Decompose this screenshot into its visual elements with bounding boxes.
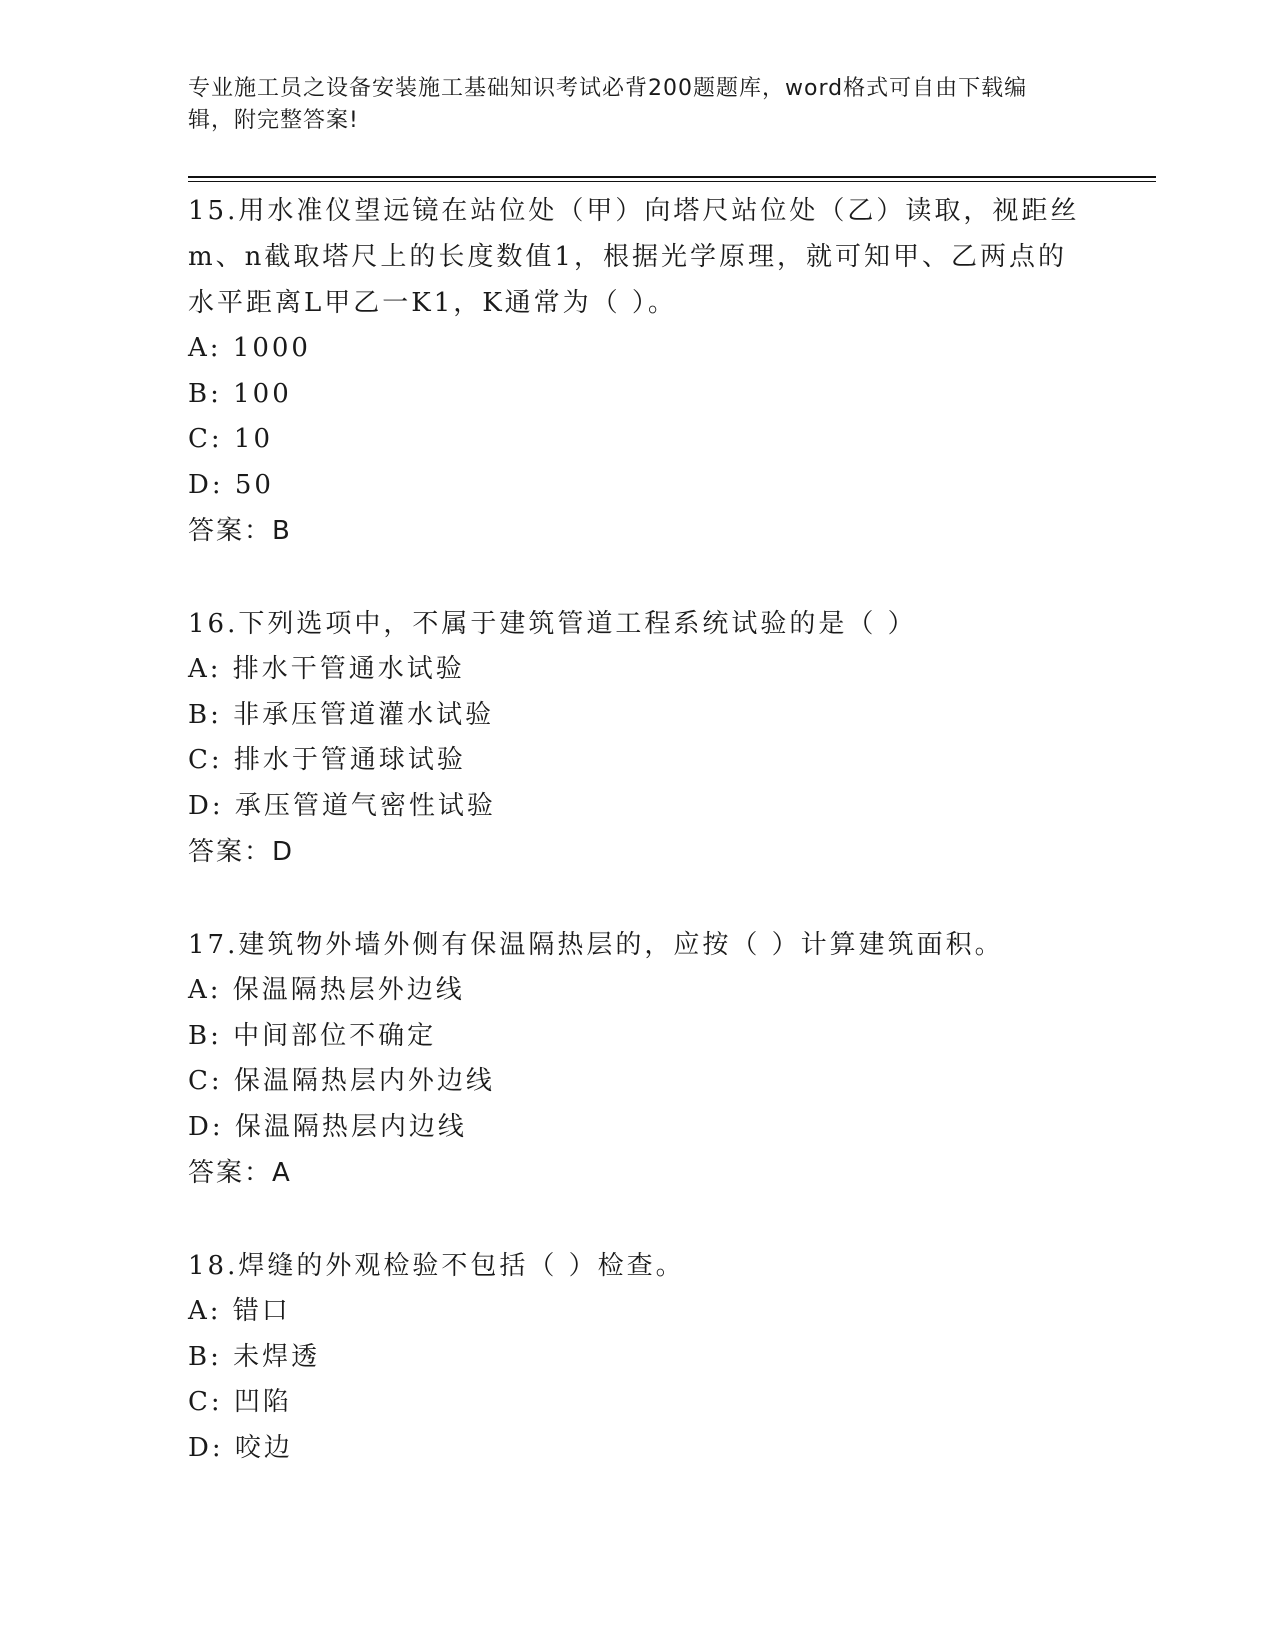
option-b: B: 非承压管道灌水试验 (188, 699, 495, 730)
document-header: 专业施工员之设备安装施工基础知识考试必背200题题库，word格式可自由下载编辑，附完整答案! (188, 76, 1028, 133)
option-d: D: 保温隔热层内边线 (188, 1111, 467, 1142)
answer-line: 答案：B (188, 516, 292, 546)
option-c: C: 凹陷 (188, 1387, 292, 1417)
option-c: C: 10 (188, 424, 274, 454)
question-15 (188, 188, 1088, 554)
question-18 (188, 1243, 1088, 1471)
question-16 (188, 601, 1088, 875)
question-17 (188, 922, 1088, 1196)
question-stem: 17.建筑物外墙外侧有保温隔热层的，应按（ ）计算建筑面积。 (188, 930, 1004, 960)
option-d: D: 咬边 (188, 1432, 293, 1463)
question-stem: 18.焊缝的外观检验不包括（ ）检查。 (188, 1251, 685, 1281)
question-stem: 16.下列选项中，不属于建筑管道工程系统试验的是（ ） (188, 609, 917, 639)
option-d: D: 50 (188, 469, 274, 500)
option-b: B: 未焊透 (188, 1341, 321, 1372)
header-divider-thin (188, 181, 1156, 182)
option-a: A: 错口 (188, 1296, 291, 1326)
option-c: C: 保温隔热层内外边线 (188, 1066, 495, 1096)
option-b: B: 100 (188, 378, 292, 409)
question-stem: 15.用水准仪望远镜在站位处（甲）向塔尺站位处（乙）读取，视距丝m、n截取塔尺上的长度数值1，根据光学原理，就可知甲、乙两点的水平距离L甲乙一K1，K通常为（ ）。 (188, 196, 1080, 318)
option-d: D: 承压管道气密性试验 (188, 790, 496, 821)
option-b: B: 中间部位不确定 (188, 1020, 437, 1051)
option-c: C: 排水于管通球试验 (188, 745, 466, 775)
option-a: A: 保温隔热层外边线 (188, 975, 465, 1005)
question-list (188, 188, 1088, 1518)
option-a: A: 排水干管通水试验 (188, 654, 465, 684)
header-divider-thick (188, 176, 1156, 178)
answer-line: 答案：A (188, 1158, 292, 1188)
option-a: A: 1000 (188, 333, 311, 363)
answer-line: 答案：D (188, 837, 295, 867)
